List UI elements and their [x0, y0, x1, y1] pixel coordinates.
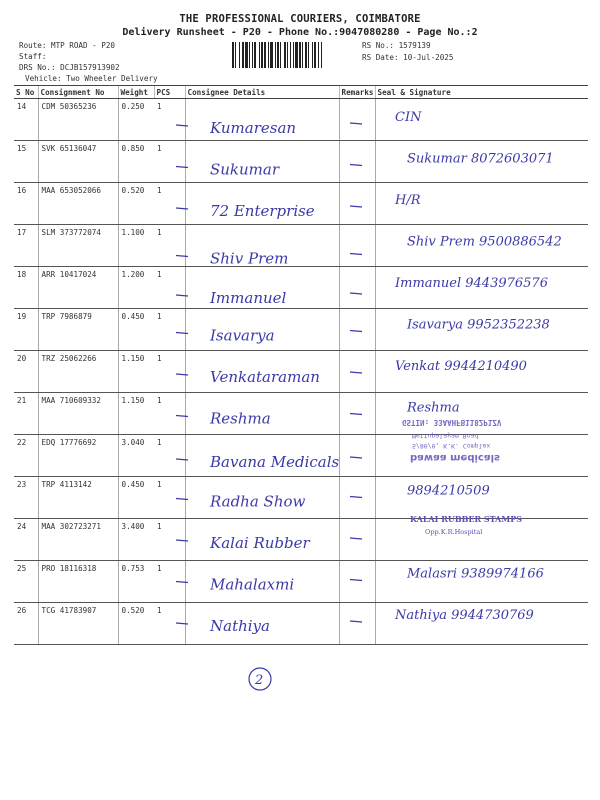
header-sno: S No — [14, 86, 38, 99]
row-remarks-cell — [339, 393, 375, 435]
row-pcs: 1 — [154, 351, 185, 393]
handwritten-signature: Shiv Prem 9500886542 — [407, 234, 562, 250]
row-signature-cell — [375, 603, 588, 645]
row-pcs: 1 — [154, 477, 185, 519]
row-consignee-cell — [185, 309, 339, 351]
row-remarks-cell — [339, 99, 375, 141]
row-consignee-cell — [185, 99, 339, 141]
table-row — [14, 603, 588, 645]
handwritten-signature: Nathiya 9944730769 — [395, 608, 534, 623]
row-consignee-cell — [185, 183, 339, 225]
table-row — [14, 309, 588, 351]
row-sno: 20 — [14, 351, 38, 393]
table-row — [14, 477, 588, 519]
handwritten-consignee: Shiv Prem — [210, 249, 289, 268]
row-weight: 3.040 — [118, 435, 154, 477]
route-label: Route: MTP ROAD - P20 — [19, 41, 116, 50]
row-sno: 24 — [14, 519, 38, 561]
row-signature-cell — [375, 477, 588, 519]
handwritten-consignee: Kumaresan — [210, 119, 297, 137]
row-consignment-no: TRP 4113142 — [38, 477, 118, 519]
handwritten-consignee: 72 Enterprise — [210, 202, 315, 220]
barcode-bar — [235, 42, 236, 68]
drs-number: DRS No.: DCJB157913902 — [19, 63, 120, 72]
runsheet-subtitle: Delivery Runsheet - P20 - Phone No.:9047080280 - Page No.:2 — [122, 27, 478, 38]
handwritten-consignee: Isavarya — [210, 326, 275, 345]
row-weight: 0.850 — [118, 141, 154, 183]
table-row — [14, 183, 588, 225]
row-consignee-cell — [185, 477, 339, 519]
row-remarks-cell — [339, 603, 375, 645]
row-consignment-no: MAA 653052066 — [38, 183, 118, 225]
table-row — [14, 561, 588, 603]
bawa-stamp-name: bawaa medicals — [410, 452, 500, 463]
row-consignment-no: MAA 302723271 — [38, 519, 118, 561]
row-remarks-cell — [339, 435, 375, 477]
header-remarks: Remarks — [339, 86, 375, 99]
barcode-bar — [284, 42, 286, 68]
staff-label: Staff: — [19, 52, 47, 61]
row-pcs: 1 — [154, 267, 185, 309]
handwritten-consignee: Radha Show — [210, 492, 306, 511]
row-consignment-no: SLM 373772074 — [38, 225, 118, 267]
barcode-bar — [261, 42, 263, 68]
page-number-handwritten: 2 — [255, 673, 264, 688]
handwritten-signature: Reshma — [407, 400, 460, 416]
row-signature-cell — [375, 561, 588, 603]
row-pcs: 1 — [154, 393, 185, 435]
barcode-bar — [318, 42, 319, 68]
row-sno: 26 — [14, 603, 38, 645]
row-signature-cell — [375, 225, 588, 267]
rs-number: RS No.: 1579139 — [362, 41, 431, 50]
handwritten-consignee: Kalai Rubber — [210, 534, 310, 552]
barcode-bar — [293, 42, 294, 68]
row-sno: 18 — [14, 267, 38, 309]
row-signature-cell — [375, 309, 588, 351]
barcode-bar — [277, 42, 279, 68]
row-remarks-cell — [339, 141, 375, 183]
row-remarks-cell — [339, 519, 375, 561]
row-weight: 1.200 — [118, 267, 154, 309]
barcode-bar — [287, 42, 288, 68]
row-consignment-no: CDM 50365236 — [38, 99, 118, 141]
vehicle-label: Vehicle: Two Wheeler Delivery — [25, 74, 158, 83]
barcode-bar — [249, 42, 250, 68]
row-pcs: 1 — [154, 225, 185, 267]
header-signature: Seal & Signature — [375, 86, 588, 99]
row-consignee-cell — [185, 141, 339, 183]
row-sno: 22 — [14, 435, 38, 477]
barcode-bar — [305, 42, 307, 68]
table-row — [14, 141, 588, 183]
row-consignee-cell — [185, 435, 339, 477]
handwritten-signature: Immanuel 9443976576 — [395, 276, 548, 291]
row-pcs: 1 — [154, 309, 185, 351]
handwritten-signature: Venkat 9944210490 — [395, 359, 527, 374]
row-signature-cell — [375, 99, 588, 141]
header-consignee: Consignee Details — [185, 86, 339, 99]
row-weight: 0.450 — [118, 309, 154, 351]
row-weight: 0.450 — [118, 477, 154, 519]
row-consignee-cell — [185, 267, 339, 309]
row-consignee-cell — [185, 393, 339, 435]
kalai-stamp-address: Opp.K.R.Hospital — [425, 528, 483, 536]
barcode-bar — [239, 42, 240, 68]
table-row — [14, 519, 588, 561]
row-consignment-no: MAA 710609332 — [38, 393, 118, 435]
header-pcs: PCS — [154, 86, 185, 99]
row-sno: 19 — [14, 309, 38, 351]
company-title: THE PROFESSIONAL COURIERS, COIMBATORE — [179, 13, 421, 25]
handwritten-signature: Isavarya 9952352238 — [407, 317, 550, 333]
barcode-bar — [280, 42, 281, 68]
row-sno: 14 — [14, 99, 38, 141]
rs-date: RS Date: 10-Jul-2025 — [362, 53, 454, 62]
bawa-stamp-gst: GSTIN: 33AAHFB1182P1ZV — [402, 418, 502, 427]
barcode-bar — [290, 42, 291, 68]
barcode-bar — [270, 42, 273, 68]
row-consignment-no: TRP 7986879 — [38, 309, 118, 351]
row-pcs: 1 — [154, 519, 185, 561]
handwritten-signature: 9894210509 — [407, 483, 490, 499]
barcode-bar — [232, 42, 234, 68]
row-pcs: 1 — [154, 603, 185, 645]
handwritten-consignee: Venkataraman — [210, 368, 320, 386]
row-weight: 0.753 — [118, 561, 154, 603]
row-consignee-cell — [185, 603, 339, 645]
barcode-bar — [252, 42, 253, 68]
row-signature-cell — [375, 435, 588, 477]
table-row — [14, 351, 588, 393]
barcode-bar — [254, 42, 256, 68]
header-consignment: Consignment No — [38, 86, 118, 99]
row-sno: 16 — [14, 183, 38, 225]
header-weight: Weight — [118, 86, 154, 99]
row-pcs: 1 — [154, 183, 185, 225]
handwritten-consignee: Sukumar — [210, 160, 280, 179]
row-consignment-no: SVK 65136047 — [38, 141, 118, 183]
row-pcs: 1 — [154, 99, 185, 141]
barcode-bar — [308, 42, 309, 68]
row-sno: 23 — [14, 477, 38, 519]
handwritten-consignee: Bavana Medicals — [210, 453, 340, 471]
row-signature-cell — [375, 351, 588, 393]
barcode-bar — [299, 42, 301, 68]
row-weight: 0.520 — [118, 603, 154, 645]
row-sno: 17 — [14, 225, 38, 267]
handwritten-signature: H/R — [395, 193, 421, 208]
barcode-bar — [245, 42, 248, 68]
barcode-bar — [242, 42, 244, 68]
handwritten-signature: Sukumar 8072603071 — [407, 151, 554, 167]
row-consignment-no: ARR 10417024 — [38, 267, 118, 309]
table-row — [14, 393, 588, 435]
handwritten-consignee: Immanuel — [210, 289, 287, 307]
row-consignment-no: PRO 18116318 — [38, 561, 118, 603]
row-signature-cell — [375, 267, 588, 309]
row-remarks-cell — [339, 183, 375, 225]
row-pcs: 1 — [154, 435, 185, 477]
handwritten-signature: CIN — [395, 110, 422, 125]
table-header-row — [14, 86, 588, 99]
row-sno: 25 — [14, 561, 38, 603]
row-weight: 3.400 — [118, 519, 154, 561]
row-consignment-no: TRZ 25062266 — [38, 351, 118, 393]
table-row — [14, 267, 588, 309]
barcode-bar — [295, 42, 298, 68]
row-consignee-cell — [185, 351, 339, 393]
row-consignee-cell — [185, 519, 339, 561]
row-weight: 1.100 — [118, 225, 154, 267]
barcode-bar — [302, 42, 303, 68]
row-signature-cell — [375, 141, 588, 183]
row-remarks-cell — [339, 225, 375, 267]
row-signature-cell — [375, 183, 588, 225]
row-signature-cell — [375, 393, 588, 435]
barcode-bar — [275, 42, 276, 68]
table-row — [14, 225, 588, 267]
row-remarks-cell — [339, 351, 375, 393]
handwritten-consignee: Mahalaxmi — [210, 575, 295, 594]
handwritten-consignee: Reshma — [210, 409, 271, 428]
row-weight: 0.520 — [118, 183, 154, 225]
row-remarks-cell — [339, 309, 375, 351]
delivery-table — [14, 85, 588, 645]
row-signature-cell — [375, 519, 588, 561]
handwritten-signature: Malasri 9389974166 — [407, 566, 544, 582]
row-sno: 15 — [14, 141, 38, 183]
row-consignment-no: EDQ 17776692 — [38, 435, 118, 477]
row-sno: 21 — [14, 393, 38, 435]
row-remarks-cell — [339, 267, 375, 309]
row-remarks-cell — [339, 561, 375, 603]
row-pcs: 1 — [154, 141, 185, 183]
barcode-bar — [259, 42, 260, 68]
row-weight: 1.150 — [118, 351, 154, 393]
handwritten-consignee: Nathiya — [210, 617, 270, 635]
row-pcs: 1 — [154, 561, 185, 603]
barcode-bar — [314, 42, 316, 68]
row-weight: 1.150 — [118, 393, 154, 435]
barcode-bar — [268, 42, 269, 68]
table-row — [14, 99, 588, 141]
barcode-bar — [312, 42, 313, 68]
barcode-image — [232, 42, 358, 68]
row-remarks-cell — [339, 477, 375, 519]
page-number-circle — [249, 668, 271, 690]
bawa-stamp-addr2: Mettupalayam Road — [412, 432, 479, 440]
row-consignment-no: TCG 41783907 — [38, 603, 118, 645]
row-consignee-cell — [185, 561, 339, 603]
row-consignee-cell — [185, 225, 339, 267]
table-row — [14, 435, 588, 477]
kalai-stamp-name: KALAI RUBBER STAMPS — [410, 514, 523, 524]
barcode-bar — [321, 42, 322, 68]
barcode-bar — [264, 42, 266, 68]
row-weight: 0.250 — [118, 99, 154, 141]
bawa-stamp-addr1: 5/80/0, K.K. Complex — [412, 442, 491, 450]
